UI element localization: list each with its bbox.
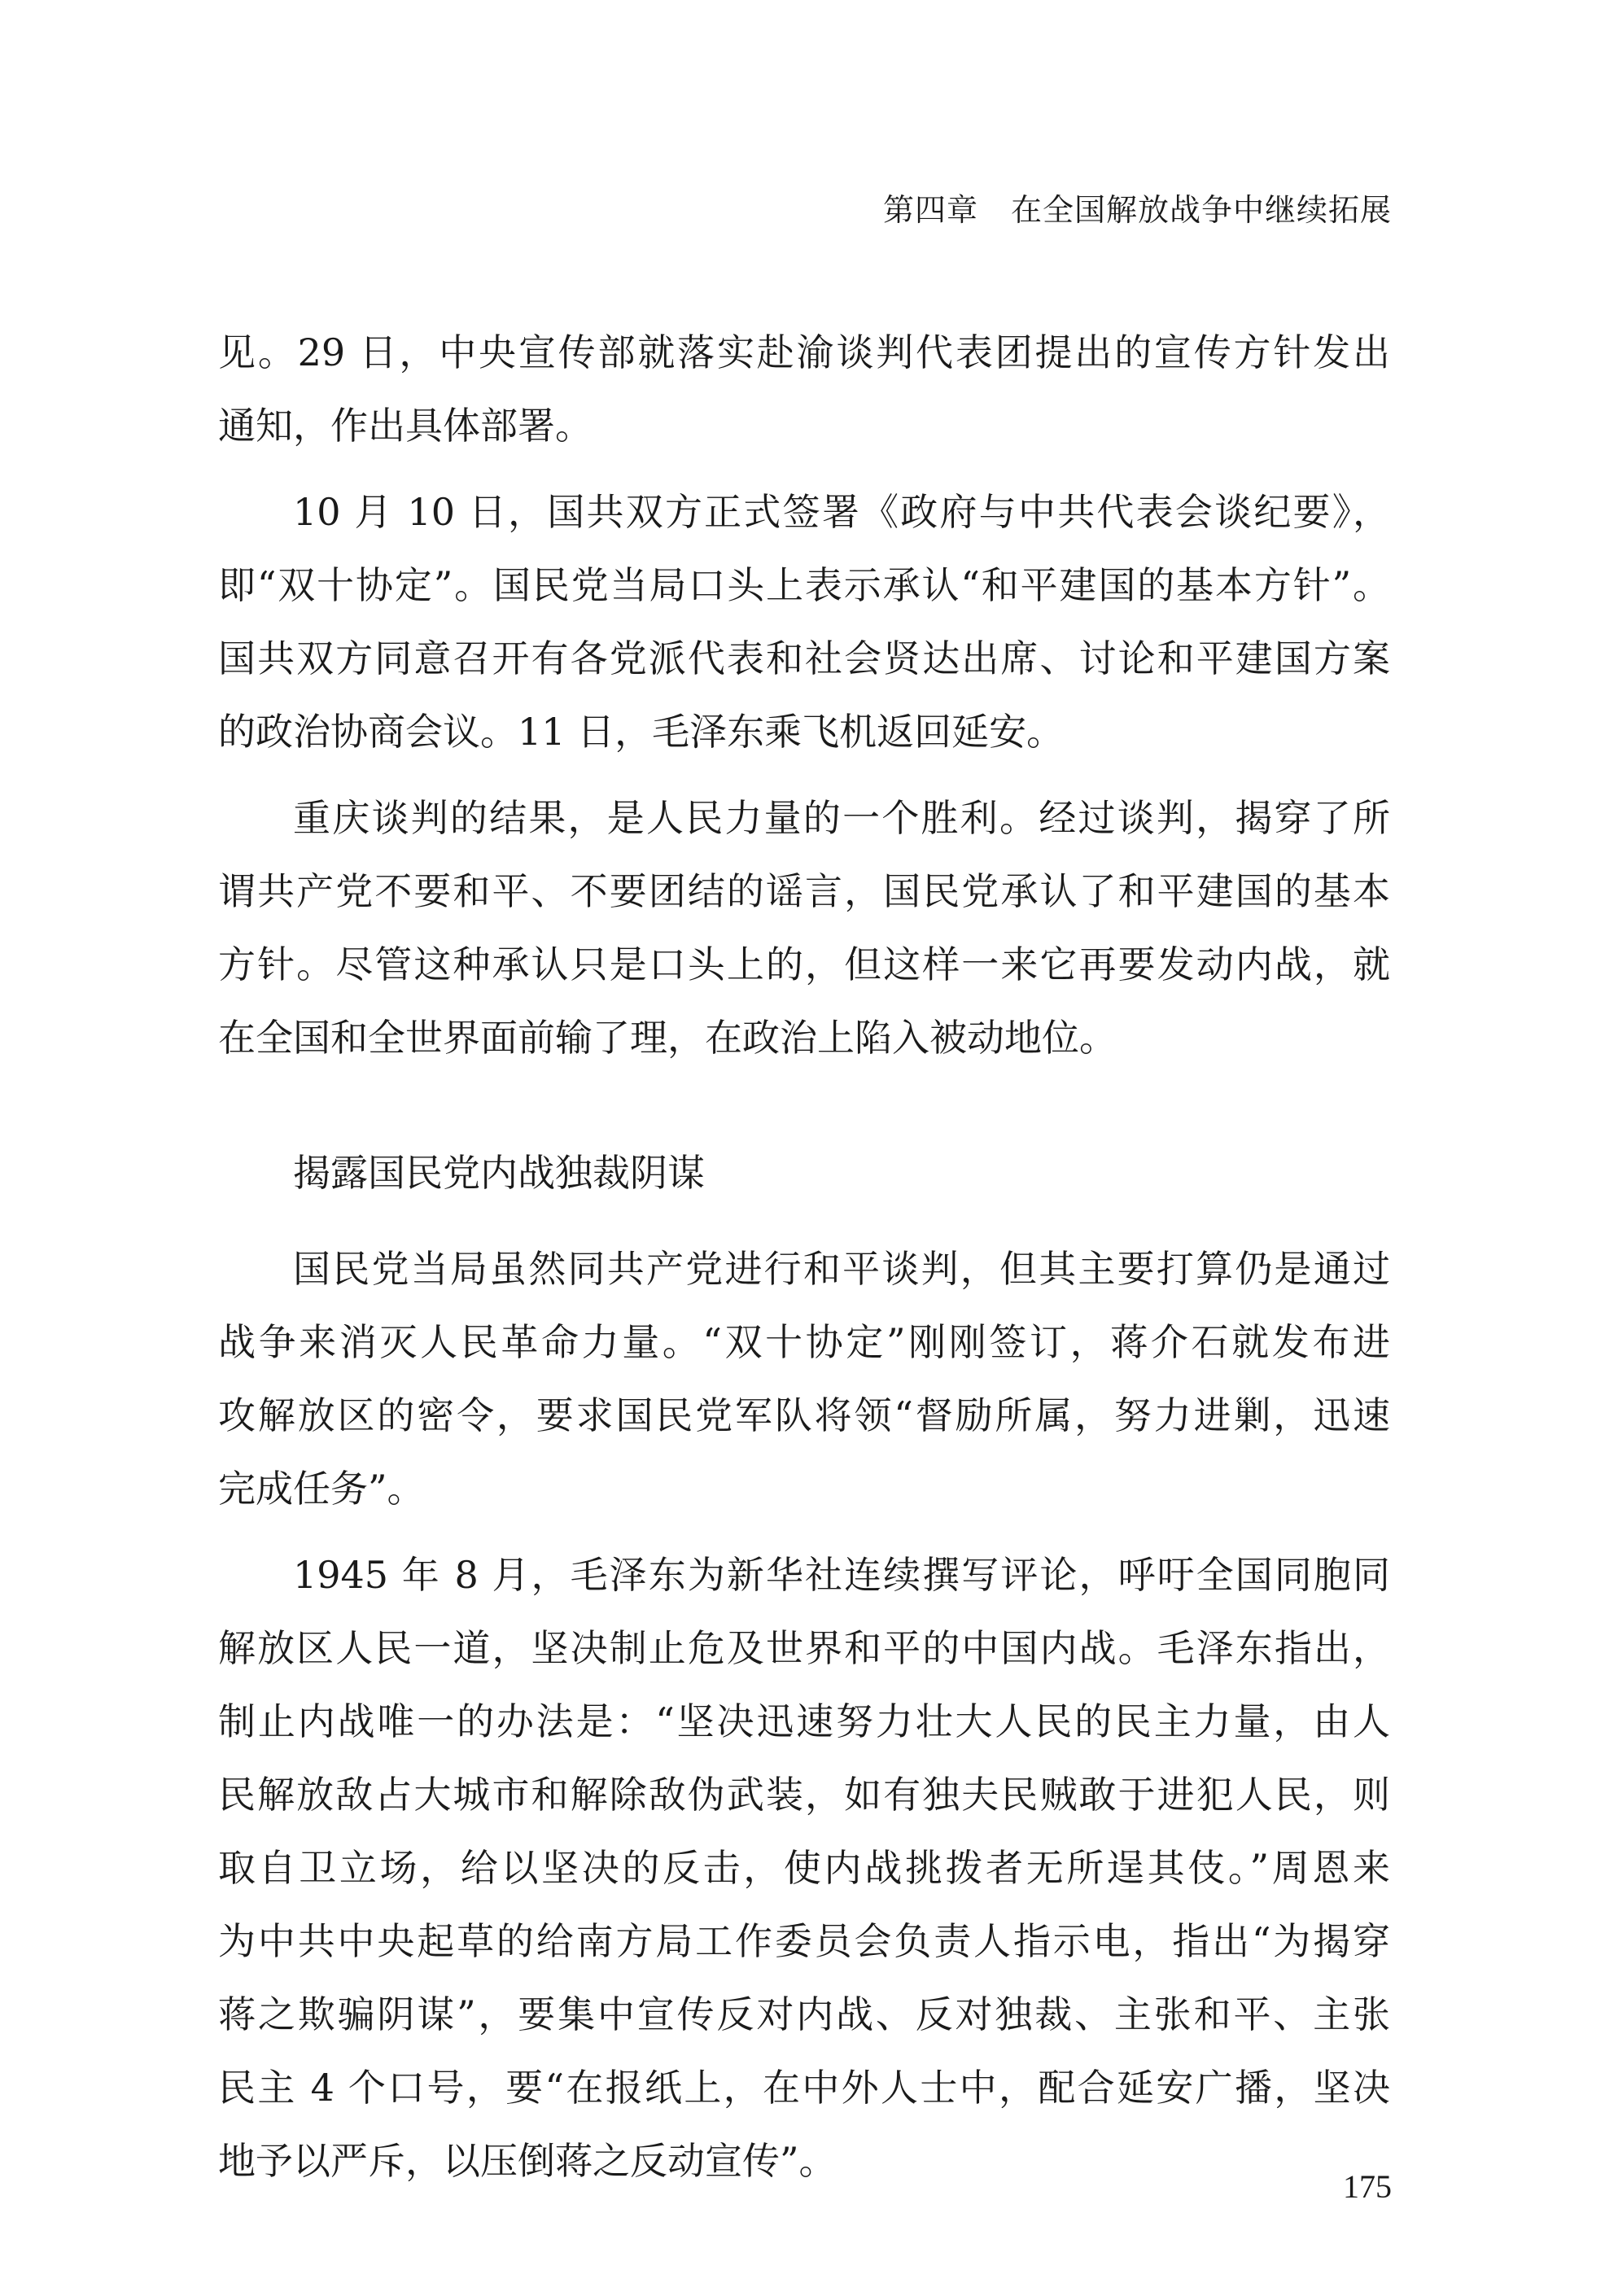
paragraph-gap [218, 462, 1390, 475]
text-line: 10 月 10 日，国共双方正式签署《政府与中共代表会谈纪要》， [293, 490, 1390, 534]
text-line: 制止内战唯一的办法是：“坚决迅速努力壮大人民的民主力量，由人 [218, 1699, 1390, 1743]
running-header [883, 189, 1392, 231]
text-line: 的政治协商会议。11 日，毛泽东乘飞机返回延安。 [218, 710, 1065, 754]
paragraph [218, 1538, 1390, 2198]
text-line: 完成任务”。 [218, 1467, 425, 1511]
text-line: 取自卫立场，给以坚决的反击，使内战挑拨者无所逞其伎。”周恩来 [218, 1846, 1390, 1890]
chapter-title: 在全国解放战争中继续拓展 [1010, 192, 1392, 228]
text-line: 地予以严斥，以压倒蒋之反动宣传”。 [218, 2139, 837, 2183]
text-line: 国共双方同意召开有各党派代表和社会贤达出席、讨论和平建国方案 [218, 636, 1390, 680]
text-line: 方针。尽管这种承认只是口头上的，但这样一来它再要发动内战，就 [218, 942, 1390, 986]
text-line: 在全国和全世界面前输了理，在政治上陷入被动地位。 [218, 1016, 1117, 1060]
text-line: 1945 年 8 月，毛泽东为新华社连续撰写评论，呼吁全国同胞同 [293, 1553, 1390, 1597]
text-line: 民主 4 个口号，要“在报纸上，在中外人士中，配合延安广播，坚决 [218, 2066, 1390, 2110]
page-number: 175 [1343, 2168, 1392, 2205]
paragraph [218, 475, 1390, 768]
text-line: 战争来消灭人民革命力量。“双十协定”刚刚签订，蒋介石就发布进 [218, 1320, 1390, 1364]
body-text [218, 316, 1390, 2198]
text-line: 解放区人民一道，坚决制止危及世界和平的中国内战。毛泽东指出， [218, 1626, 1390, 1670]
paragraph-gap [218, 1525, 1390, 1538]
text-line: 谓共产党不要和平、不要团结的谣言，国民党承认了和平建国的基本 [218, 869, 1390, 913]
paragraph [218, 1232, 1390, 1525]
text-line: 民解放敌占大城市和解除敌伪武装，如有独夫民贼敢于进犯人民，则 [218, 1773, 1390, 1817]
text-line: 通知，作出具体部署。 [218, 404, 593, 448]
text-line: 国民党当局虽然同共产党进行和平谈判，但其主要打算仍是通过 [293, 1247, 1390, 1291]
text-line: 蒋之欺骗阴谋”，要集中宣传反对内战、反对独裁、主张和平、主张 [218, 1992, 1390, 2036]
paragraph [218, 316, 1390, 462]
paragraph-gap [218, 768, 1390, 781]
text-line: 即“双十协定”。国民党当局口头上表示承认“和平建国的基本方针”。 [218, 563, 1390, 607]
text-line: 重庆谈判的结果，是人民力量的一个胜利。经过谈判，揭穿了所 [293, 796, 1390, 840]
section-heading: 揭露国民党内战独裁阴谋 [293, 1151, 705, 1195]
text-line: 攻解放区的密令，要求国民党军队将领“督励所属，努力进剿，迅速 [218, 1393, 1390, 1437]
paragraph [218, 781, 1390, 1074]
text-line: 为中共中央起草的给南方局工作委员会负责人指示电，指出“为揭穿 [218, 1919, 1390, 1963]
chapter-number: 第四章 [882, 192, 978, 228]
text-line: 见。29 日，中央宣传部就落实赴渝谈判代表团提出的宣传方针发出 [218, 330, 1390, 374]
